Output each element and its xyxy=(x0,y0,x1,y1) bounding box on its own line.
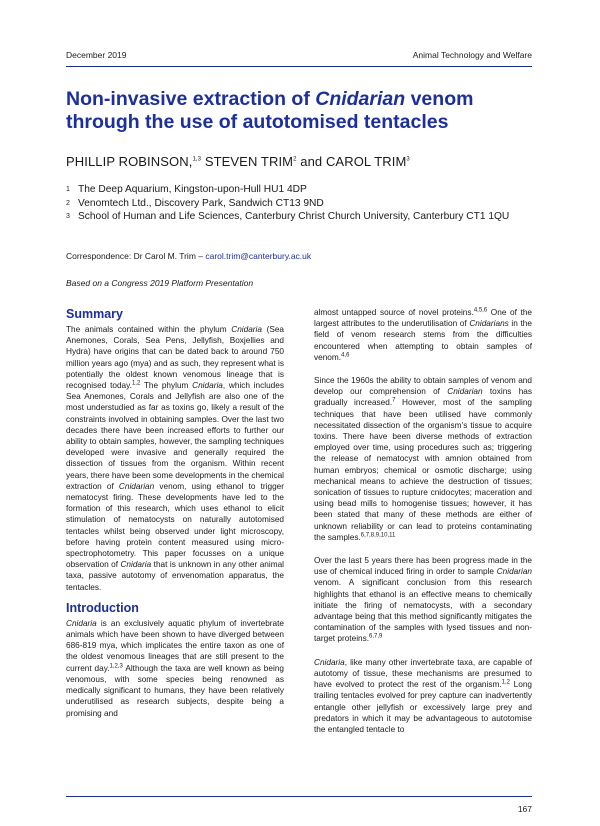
italic-term: Cnidaria xyxy=(120,560,152,570)
italic-term: Cnidaria xyxy=(192,381,223,391)
citation-superscript: 6,7,8,9,10,11 xyxy=(360,532,396,539)
affiliation-text: Venomtech Ltd., Discovery Park, Sandwich CT13 9ND xyxy=(78,197,324,209)
text-run: toxins has gradually increased. xyxy=(314,387,533,408)
title-text-italic: Cnidarian xyxy=(315,88,406,110)
body-paragraph xyxy=(314,307,532,363)
running-header-journal: Animal Technology and Welfare xyxy=(412,50,532,60)
header-rule xyxy=(66,66,532,67)
affiliation-text: The Deep Aquarium, Kingston-upon-Hull HU1 4DP xyxy=(78,184,307,195)
correspondence-line xyxy=(66,251,311,261)
text-run: venom, using ethanol to trigger nematocyst firing. These developments have led to the formation of this research, which uses ethanol to elicit stimulation of nematocysts on naturally autotomised tentacles whilst being observed under light microscopy, before having protein content measured using micro-spectrophotometry. This paper focusses on a unique observation of xyxy=(66,481,284,570)
citation-superscript: 7 xyxy=(392,397,396,404)
text-run: that is unknown in any other animal taxa, passive autotomy of envenomation apparatus, the tentacles. xyxy=(66,560,284,592)
affiliation-number: 3 xyxy=(66,213,70,221)
body-paragraph xyxy=(314,657,532,735)
body-paragraph xyxy=(314,555,532,645)
affiliation-item xyxy=(66,183,536,197)
author-affiliation-marker: 2 xyxy=(293,156,297,163)
italic-term: Cnidaria xyxy=(231,325,262,334)
italic-term: Cnidarians xyxy=(469,319,509,329)
affiliation-text: School of Human and Life Sciences, Canterbury Christ Church University, Canterbury CT1 1QU xyxy=(78,211,510,223)
text-run: One of the largest attributes to the underutilisation of xyxy=(314,308,532,329)
text-run: The animals contained within the phylum xyxy=(66,325,232,334)
italic-term: Cnidaria xyxy=(314,657,345,667)
text-run: Since the 1960s the ability to obtain samples of venom and develop our comprehension of xyxy=(314,376,532,397)
citation-superscript: 1,2 xyxy=(131,380,141,387)
body-paragraph xyxy=(314,375,532,543)
summary-heading: Summary xyxy=(66,307,123,321)
text-run: almost untapped source of novel proteins. xyxy=(314,308,474,317)
author-name: and CAROL TRIM xyxy=(296,154,407,169)
author-affiliation-marker: 1,3 xyxy=(192,156,202,163)
text-run: , like many other invertebrate taxa, are capable of autotomy of tissue, these mechanisms are presumed to have evolved to protect the rest of the organism. xyxy=(314,657,532,690)
citation-superscript: 1,2 xyxy=(501,679,510,686)
italic-term: Cnidarian xyxy=(496,567,532,577)
title-text-start: Non-invasive extraction of xyxy=(66,88,316,110)
introduction-paragraph xyxy=(66,618,284,719)
author-name: PHILLIP ROBINSON, xyxy=(66,154,193,169)
affiliation-item xyxy=(66,210,536,224)
presentation-note: Based on a Congress 2019 Platform Presentation xyxy=(66,278,254,288)
affiliation-number: 2 xyxy=(66,199,70,207)
title-text-end: venom through the use of autotomised tentacles xyxy=(66,88,474,133)
italic-term: Cnidaria xyxy=(66,618,97,628)
text-run: Although the taxa are well known as being venomous, with some species being renowned as medically significant to humans, they have been relatively underutilised as research subjects, despite being a promising and xyxy=(66,663,284,718)
author-list xyxy=(66,154,410,169)
footer-rule xyxy=(66,796,532,797)
introduction-heading: Introduction xyxy=(66,600,139,615)
text-run: Over the last 5 years there has been progress made in the use of chemical induced firing in order to sample xyxy=(314,556,532,577)
running-header-date: December 2019 xyxy=(66,50,127,60)
article-title xyxy=(66,88,546,134)
text-run: , which includes Sea Anemones, Corals and Jellyfish are also one of the most understudied as far as toxins go, likely a result of the constraints involved in obtaining samples. Over the last two decades there have been increased efforts to further our ability to obtain samples, however, the sampling techniques developed were invasive and generally required the dissection of tissues from the organism. Within recent years, there have been some developments in the chemical extraction of xyxy=(66,381,284,491)
text-run: The phylum xyxy=(140,381,193,391)
italic-term: Cnidarian xyxy=(447,387,483,397)
author-affiliation-marker: 3 xyxy=(406,156,410,163)
affiliation-item xyxy=(66,197,536,211)
text-run: in the field of venom research stems from the difficulties encountered when attempting to obtain samples of venom. xyxy=(314,319,532,362)
correspondence-email-link[interactable]: carol.trim@canterbury.ac.uk xyxy=(205,251,312,261)
text-run: However, most of the sampling techniques that have been utilised have commonly necessitated dissection of the organism’s tissue to acquire toxins. There have been diverse methods of extraction employed over time, using procedures such as; triggering the release of nematocyst with amnion obtained from human embryos; chemical or osmotic discharge; using mechanical means to achieve the destruction of tissues; sonication of tissues to rupture cnidocytes; maceration and using bead mills to homogenise tissues; however, it has been stated that many of these methods are either of unknown reliability or can lead to proteins contaminating the samples. xyxy=(314,398,532,542)
right-column xyxy=(314,307,532,735)
author-name: STEVEN TRIM xyxy=(201,154,294,169)
text-run: (Sea Anemones, Corals, Sea Pens, Jellyfish, Boxjellies and Hydra) have origins that can be dated back to around 750 million years ago (mya) and as such, they represent what is potentially the oldest known venomous lineage that is recognised today. xyxy=(66,325,285,391)
text-run: Long trailing tentacles evolved for prey capture can inadvertently entangle other jellyfish or excessively large prey and predators in which it may be advantageous to autotomise the entangled tentacle to xyxy=(314,680,532,734)
text-run: is an exclusively aquatic phylum of invertebrate animals which have been shown to have diverged between 686-819 mya, which implicates the entire taxon as one of the oldest venomous lineages that are still present to the current day. xyxy=(66,618,284,673)
italic-term: Cnidarian xyxy=(118,481,155,491)
affiliation-list xyxy=(66,183,536,224)
left-column xyxy=(66,307,284,719)
citation-superscript: 1,2,3 xyxy=(109,662,123,669)
citation-superscript: 4,5,6 xyxy=(473,307,488,314)
citation-superscript: 6,7,9 xyxy=(369,633,383,640)
correspondence-label: Correspondence: Dr Carol M. Trim – xyxy=(66,251,206,261)
summary-paragraph xyxy=(66,324,284,593)
page-number: 167 xyxy=(517,804,532,814)
citation-superscript: 4,6 xyxy=(341,352,350,359)
affiliation-number: 1 xyxy=(66,186,70,193)
text-run: venom. A significant conclusion from this research highlights that ethanol is an effective means to chemically initiate the firing of nematocysts, with a secondary advantage being that this method significantly mitigates the contamination of the samples with lysed tissues and non-target proteins. xyxy=(314,578,532,644)
